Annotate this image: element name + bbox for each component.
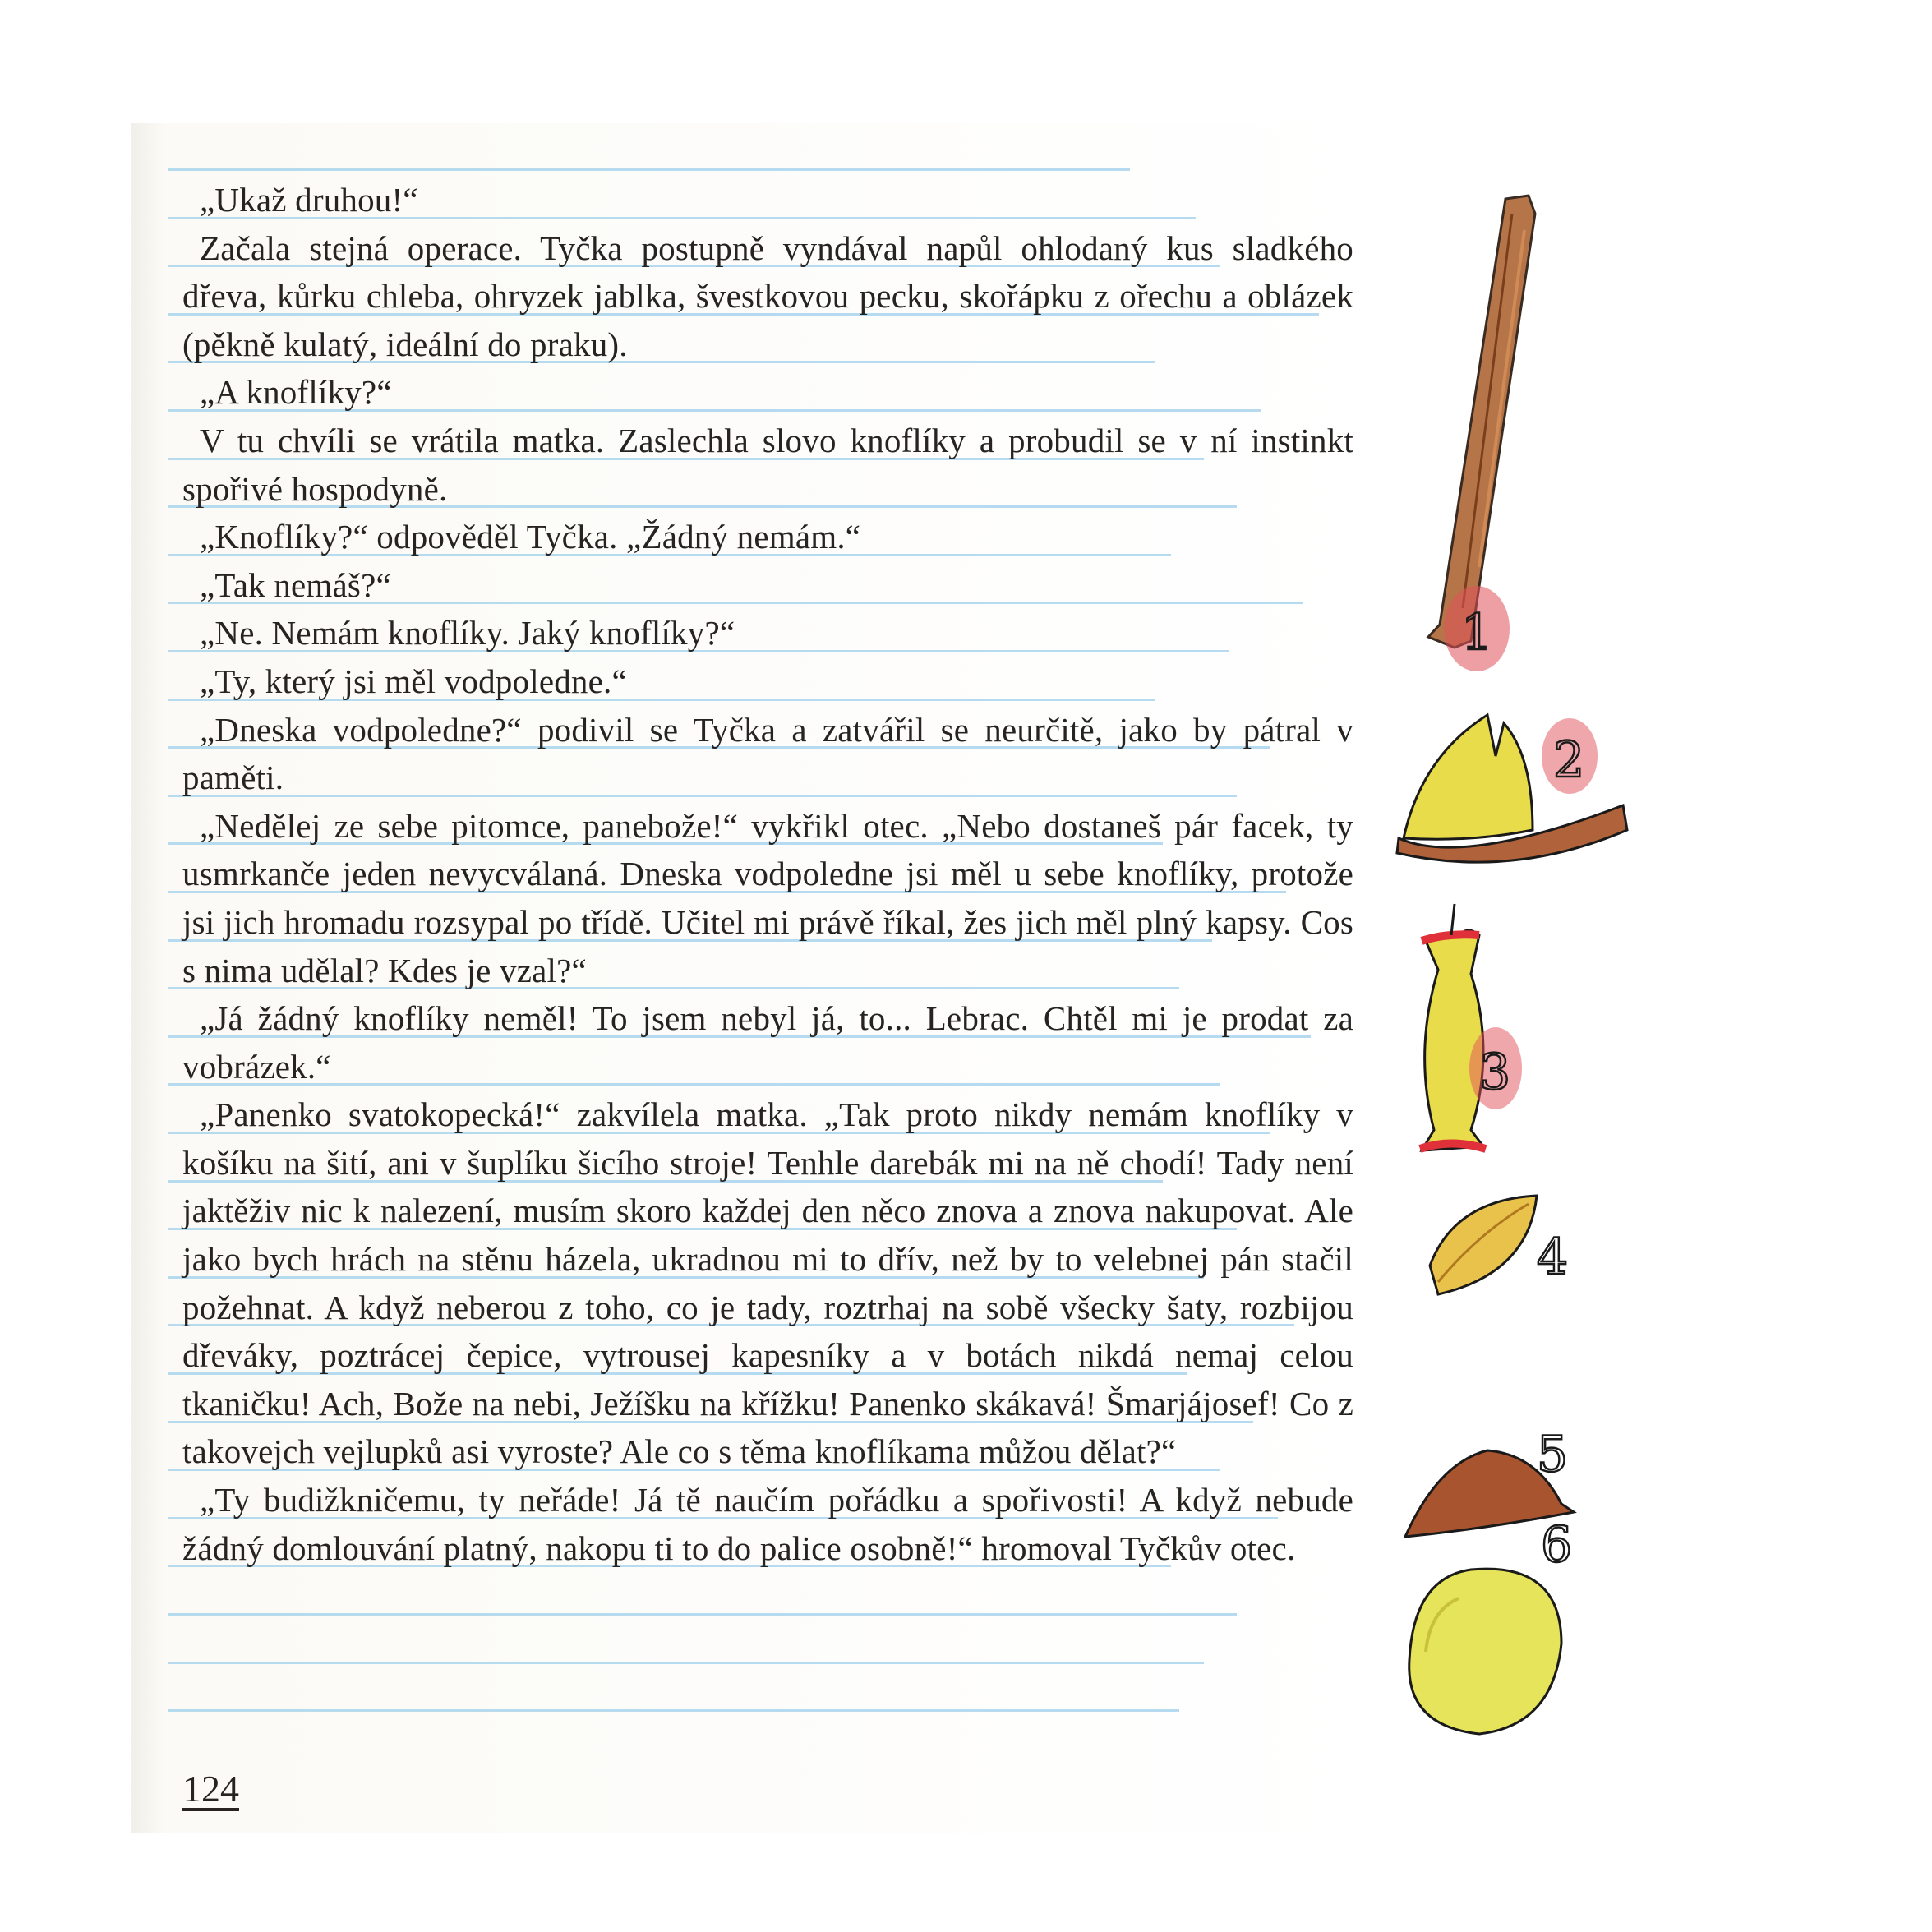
label-3: 3: [1479, 1044, 1511, 1101]
label-5: 5: [1537, 1426, 1569, 1483]
page-number: 124: [182, 1768, 239, 1810]
paragraph: „Ty, který jsi měl vodpoledne.“: [200, 662, 627, 700]
paragraph: „Panenko svatokopecká!“ zakvílela matka. „Tak proto nikdy nemám knoflíky v košíku na šití, ani v šuplíku šicího stroje! Tenhle darebák mi na ně chodí! Tady není jaktěživ nic k nalezení, musím skoro každej den něco znova a znova nakupovat. Ale jako bych hrách na stěnu házela, ukradnou mi to dřív, než by to velebnej pán stačil požehnat. A když neberou z toho, co je tady, roztrhaj na sobě všecky šaty, rozbijou dřeváky, poztrácej čepice, vytrousej kapesníky a v botách nikdá nemaj celou tkaničku! Ach, Bože na nebi, Ježíšku na křížku! Panenko skákavá! Šmarjájosef! Co z takovejch vejlupků asi vyroste? Ale co s těma knoflíkama můžou dělat?“: [182, 1095, 1353, 1471]
paragraph: „Knoflíky?“ odpověděl Tyčka. „Žádný nemám.“: [200, 518, 861, 556]
rule-line: [168, 1709, 1179, 1712]
paragraph: V tu chvíli se vrátila matka. Zaslechla slovo knoflíky a probudil se v ní instinkt spořivé hospodyně.: [182, 421, 1353, 508]
paragraph: „Já žádný knoflíky neměl! To jsem nebyl já, to... Lebrac. Chtěl mi je prodat za vobrázek.“: [182, 999, 1353, 1086]
illustrations-svg: [1389, 181, 1652, 1791]
label-2: 2: [1553, 731, 1585, 789]
plum-stone-illustration: [1430, 1196, 1568, 1294]
label-4: 4: [1537, 1229, 1569, 1286]
paragraph: „Nedělej ze sebe pitomce, panebože!“ vykřikl otec. „Nebo dostaneš pár facek, ty usmrkanče jeden nevycválaná. Dneska vodpoledne jsi měl u sebe knoflíky, protože jsi jich hromadu rozsypal po třídě. Učitel mi právě říkal, žes jich měl plný kapsy. Cos s nima udělal? Kdes je vzal?“: [182, 806, 1353, 989]
paragraph: „Ukaž druhou!“: [200, 181, 418, 219]
rule-line: [168, 168, 1130, 171]
page-text: [182, 176, 1353, 1572]
stick-illustration: [1428, 196, 1535, 671]
paragraph: Začala stejná operace. Tyčka postupně vyndával napůl ohlodaný kus sladkého dřeva, kůrku chleba, ohryzek jablka, švestkovou pecku, skořápku z ořechu a oblázek (pěkně kulatý, ideální do praku).: [182, 228, 1353, 363]
pebble-illustration: [1409, 1516, 1572, 1734]
paragraph: „Ne. Nemám knoflíky. Jaký knoflíky?“: [200, 614, 735, 652]
label-1: 1: [1461, 604, 1493, 662]
paragraph: „A knoflíky?“: [200, 373, 392, 412]
paragraph: „Dneska vodpoledne?“ podivil se Tyčka a zatvářil se neurčitě, jako by pátral v paměti.: [182, 710, 1353, 797]
apple-core-illustration: [1420, 904, 1522, 1150]
bread-crust-illustration: [1397, 715, 1627, 862]
label-6: 6: [1541, 1516, 1573, 1574]
paragraph: „Ty budižkničemu, ty neřáde! Já tě naučím pořádku a spořivosti! A když nebude žádný domlouvání platný, nakopu ti to do palice osobně!“ hromoval Tyčkův otec.: [182, 1481, 1353, 1567]
rule-line: [168, 1662, 1204, 1664]
rule-line: [168, 1613, 1237, 1616]
illustrations-column: [1389, 181, 1652, 1791]
paragraph: „Tak nemáš?“: [200, 565, 391, 604]
